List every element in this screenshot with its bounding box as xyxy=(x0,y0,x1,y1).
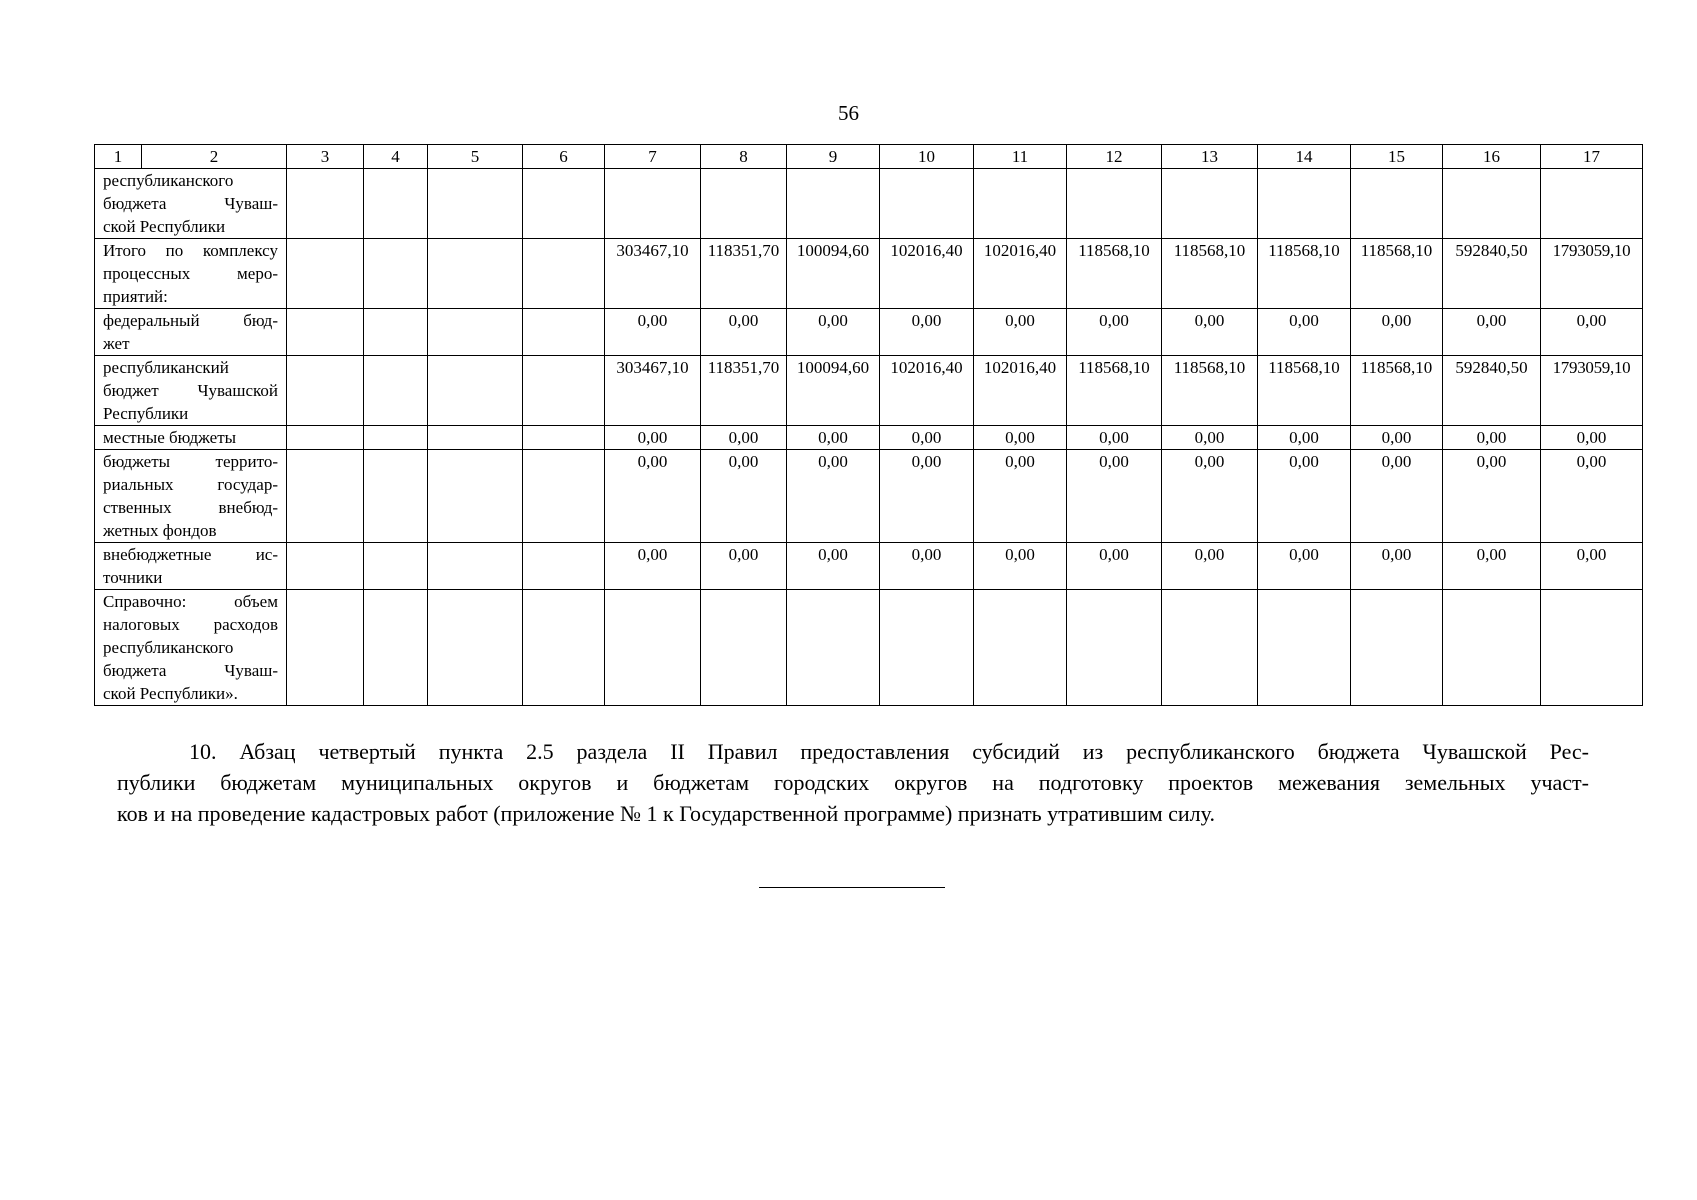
table-cell xyxy=(287,543,364,590)
table-cell: 0,00 xyxy=(1067,309,1162,356)
table-cell xyxy=(287,309,364,356)
table-row xyxy=(95,239,1643,309)
row-label-line: республиканский xyxy=(103,358,229,377)
table-cell xyxy=(428,450,523,543)
table-cell xyxy=(1541,590,1643,706)
table-cell xyxy=(974,590,1067,706)
table-cell xyxy=(605,169,701,239)
table-cell: 118568,10 xyxy=(1067,239,1162,309)
row-label-line: точники xyxy=(103,568,163,587)
column-header: 10 xyxy=(880,145,974,169)
table-cell xyxy=(523,169,605,239)
table-cell: 0,00 xyxy=(787,426,880,450)
row-label-line: ской Республики». xyxy=(103,684,238,703)
table-cell: 0,00 xyxy=(787,309,880,356)
table-cell: 118568,10 xyxy=(1067,356,1162,426)
table-cell xyxy=(523,590,605,706)
column-header: 11 xyxy=(974,145,1067,169)
table-cell: 0,00 xyxy=(974,309,1067,356)
table-cell: 118568,10 xyxy=(1351,239,1443,309)
table-cell xyxy=(523,426,605,450)
table-cell xyxy=(1351,590,1443,706)
table-cell xyxy=(1351,169,1443,239)
table-cell xyxy=(364,543,428,590)
row-label-line: жет xyxy=(103,334,130,353)
table-cell: 0,00 xyxy=(1258,543,1351,590)
row-label-line: Справочно: объем xyxy=(103,592,278,611)
row-label-line: ственных внебюд- xyxy=(103,498,278,517)
table-cell: 0,00 xyxy=(1162,309,1258,356)
table-cell: 118568,10 xyxy=(1162,239,1258,309)
table-cell: 0,00 xyxy=(605,450,701,543)
table-cell xyxy=(880,169,974,239)
row-label-line: ской Республики xyxy=(103,217,226,236)
row-label-line: налоговых расходов xyxy=(103,615,278,634)
table-cell: 303467,10 xyxy=(605,239,701,309)
table-cell xyxy=(1443,590,1541,706)
table-cell: 0,00 xyxy=(787,543,880,590)
table-cell xyxy=(364,590,428,706)
paragraph-line: публики бюджетам муниципальных округов и бюджетам городских округов на подготовку проектов межевания земельных участ- xyxy=(117,770,1589,795)
budget-table xyxy=(94,144,1643,706)
table-row xyxy=(95,590,1643,706)
paragraph-text xyxy=(117,736,1589,829)
table-cell xyxy=(287,590,364,706)
row-label-line: республиканского xyxy=(103,171,234,190)
table-cell xyxy=(428,543,523,590)
row-label-line: Итого по комплексу xyxy=(103,241,278,260)
row-label-line: бюджеты террито- xyxy=(103,452,278,471)
table-cell: 118568,10 xyxy=(1162,356,1258,426)
table-cell: 0,00 xyxy=(1541,543,1643,590)
table-cell: 118568,10 xyxy=(1258,239,1351,309)
row-label-line: внебюджетные ис- xyxy=(103,545,278,564)
table-cell: 1793059,10 xyxy=(1541,239,1643,309)
table-body xyxy=(95,169,1643,706)
table-cell: 118351,70 xyxy=(701,239,787,309)
table-cell: 0,00 xyxy=(1443,426,1541,450)
table-cell: 0,00 xyxy=(605,543,701,590)
table-row xyxy=(95,450,1643,543)
table-cell xyxy=(428,590,523,706)
table-cell: 0,00 xyxy=(1541,309,1643,356)
table-cell: 0,00 xyxy=(1067,426,1162,450)
column-header: 7 xyxy=(605,145,701,169)
table-cell xyxy=(1067,590,1162,706)
row-label-line: федеральный бюд- xyxy=(103,311,278,330)
column-header: 4 xyxy=(364,145,428,169)
table-cell: 102016,40 xyxy=(880,239,974,309)
row-label xyxy=(95,450,287,543)
table-cell: 0,00 xyxy=(1258,426,1351,450)
table-cell: 0,00 xyxy=(1541,450,1643,543)
table-cell: 0,00 xyxy=(1351,426,1443,450)
separator-rule xyxy=(759,887,945,888)
table-cell: 0,00 xyxy=(605,309,701,356)
table-row xyxy=(95,169,1643,239)
table-cell: 0,00 xyxy=(701,543,787,590)
table-cell xyxy=(428,309,523,356)
row-label-line: процессных меро- xyxy=(103,264,278,283)
table-cell xyxy=(287,450,364,543)
table-cell: 0,00 xyxy=(701,426,787,450)
table-cell xyxy=(1258,590,1351,706)
table-cell: 0,00 xyxy=(880,426,974,450)
row-label xyxy=(95,356,287,426)
table-cell: 0,00 xyxy=(1443,543,1541,590)
table-cell: 0,00 xyxy=(701,309,787,356)
row-label xyxy=(95,239,287,309)
row-label-line: республиканского xyxy=(103,638,234,657)
table-cell: 0,00 xyxy=(1067,543,1162,590)
table-cell xyxy=(364,450,428,543)
table-cell xyxy=(287,239,364,309)
table-cell: 0,00 xyxy=(1443,450,1541,543)
table-cell: 118568,10 xyxy=(1351,356,1443,426)
table-cell: 0,00 xyxy=(974,543,1067,590)
column-header: 1 xyxy=(95,145,142,169)
table-cell: 102016,40 xyxy=(974,356,1067,426)
column-header: 17 xyxy=(1541,145,1643,169)
table-cell xyxy=(364,356,428,426)
table-row xyxy=(95,309,1643,356)
table-cell: 1793059,10 xyxy=(1541,356,1643,426)
table-cell: 0,00 xyxy=(701,450,787,543)
table-cell xyxy=(428,239,523,309)
table-cell xyxy=(1067,169,1162,239)
column-header: 14 xyxy=(1258,145,1351,169)
table-cell: 100094,60 xyxy=(787,239,880,309)
column-header: 6 xyxy=(523,145,605,169)
page-number: 56 xyxy=(838,101,859,125)
table-cell xyxy=(523,309,605,356)
table-cell: 102016,40 xyxy=(880,356,974,426)
table-cell: 118568,10 xyxy=(1258,356,1351,426)
table-cell: 100094,60 xyxy=(787,356,880,426)
row-label xyxy=(95,426,287,450)
table-cell xyxy=(523,450,605,543)
table-cell: 0,00 xyxy=(1067,450,1162,543)
row-label-line: бюджета Чуваш- xyxy=(103,661,278,680)
table-cell xyxy=(880,590,974,706)
table-cell: 303467,10 xyxy=(605,356,701,426)
row-label-line: риальных государ- xyxy=(103,475,278,494)
table-cell xyxy=(523,239,605,309)
table-cell xyxy=(1162,169,1258,239)
table-cell: 0,00 xyxy=(974,426,1067,450)
row-label xyxy=(95,309,287,356)
table-cell xyxy=(287,169,364,239)
table-cell: 0,00 xyxy=(1258,309,1351,356)
table-cell: 592840,50 xyxy=(1443,239,1541,309)
row-label-line: бюджета Чуваш- xyxy=(103,194,278,213)
table-cell: 0,00 xyxy=(1351,309,1443,356)
row-label-line: приятий: xyxy=(103,287,168,306)
column-header: 15 xyxy=(1351,145,1443,169)
column-header: 16 xyxy=(1443,145,1541,169)
table-cell xyxy=(701,169,787,239)
column-header: 2 xyxy=(142,145,287,169)
row-label-line: жетных фондов xyxy=(103,521,217,540)
table-cell: 0,00 xyxy=(974,450,1067,543)
table-cell: 0,00 xyxy=(1162,450,1258,543)
table-cell xyxy=(364,169,428,239)
table-cell xyxy=(1541,169,1643,239)
table-cell: 0,00 xyxy=(787,450,880,543)
table-cell xyxy=(287,426,364,450)
table-row xyxy=(95,543,1643,590)
table-cell xyxy=(523,356,605,426)
table-cell xyxy=(1258,169,1351,239)
table-cell: 102016,40 xyxy=(974,239,1067,309)
table-cell xyxy=(428,169,523,239)
table-cell: 0,00 xyxy=(1351,450,1443,543)
table-cell xyxy=(364,239,428,309)
table-cell: 118351,70 xyxy=(701,356,787,426)
table-cell: 0,00 xyxy=(1162,543,1258,590)
table-cell: 0,00 xyxy=(880,543,974,590)
table-cell xyxy=(1162,590,1258,706)
column-header: 12 xyxy=(1067,145,1162,169)
row-label xyxy=(95,543,287,590)
table-row xyxy=(95,426,1643,450)
table-cell xyxy=(428,356,523,426)
table-cell xyxy=(428,426,523,450)
table-cell: 0,00 xyxy=(1162,426,1258,450)
row-label xyxy=(95,169,287,239)
table-cell: 0,00 xyxy=(880,450,974,543)
row-label-line: Республики xyxy=(103,404,189,423)
column-header: 3 xyxy=(287,145,364,169)
table-cell: 0,00 xyxy=(605,426,701,450)
table-cell xyxy=(364,309,428,356)
table-cell xyxy=(787,590,880,706)
table-cell: 0,00 xyxy=(1541,426,1643,450)
row-label-line: местные бюджеты xyxy=(103,428,237,447)
column-header: 9 xyxy=(787,145,880,169)
table-cell: 0,00 xyxy=(1443,309,1541,356)
table-cell xyxy=(787,169,880,239)
table-cell xyxy=(974,169,1067,239)
column-header: 8 xyxy=(701,145,787,169)
table-cell: 0,00 xyxy=(1258,450,1351,543)
table-cell xyxy=(1443,169,1541,239)
table-row xyxy=(95,356,1643,426)
paragraph-line: ков и на проведение кадастровых работ (приложение № 1 к Государственной программе) признать утратившим силу. xyxy=(117,801,1215,826)
table-cell: 0,00 xyxy=(880,309,974,356)
table-cell: 0,00 xyxy=(1351,543,1443,590)
table-cell xyxy=(364,426,428,450)
table-cell xyxy=(605,590,701,706)
table-cell xyxy=(701,590,787,706)
paragraph-line: 10. Абзац четвертый пункта 2.5 раздела II Правил предоставления субсидий из республиканского бюджета Чувашской Рес- xyxy=(189,739,1589,764)
column-header: 13 xyxy=(1162,145,1258,169)
row-label xyxy=(95,590,287,706)
table-cell: 592840,50 xyxy=(1443,356,1541,426)
table-cell xyxy=(287,356,364,426)
column-header: 5 xyxy=(428,145,523,169)
table-cell xyxy=(523,543,605,590)
table-header-row xyxy=(95,145,1643,169)
row-label-line: бюджет Чувашской xyxy=(103,381,278,400)
